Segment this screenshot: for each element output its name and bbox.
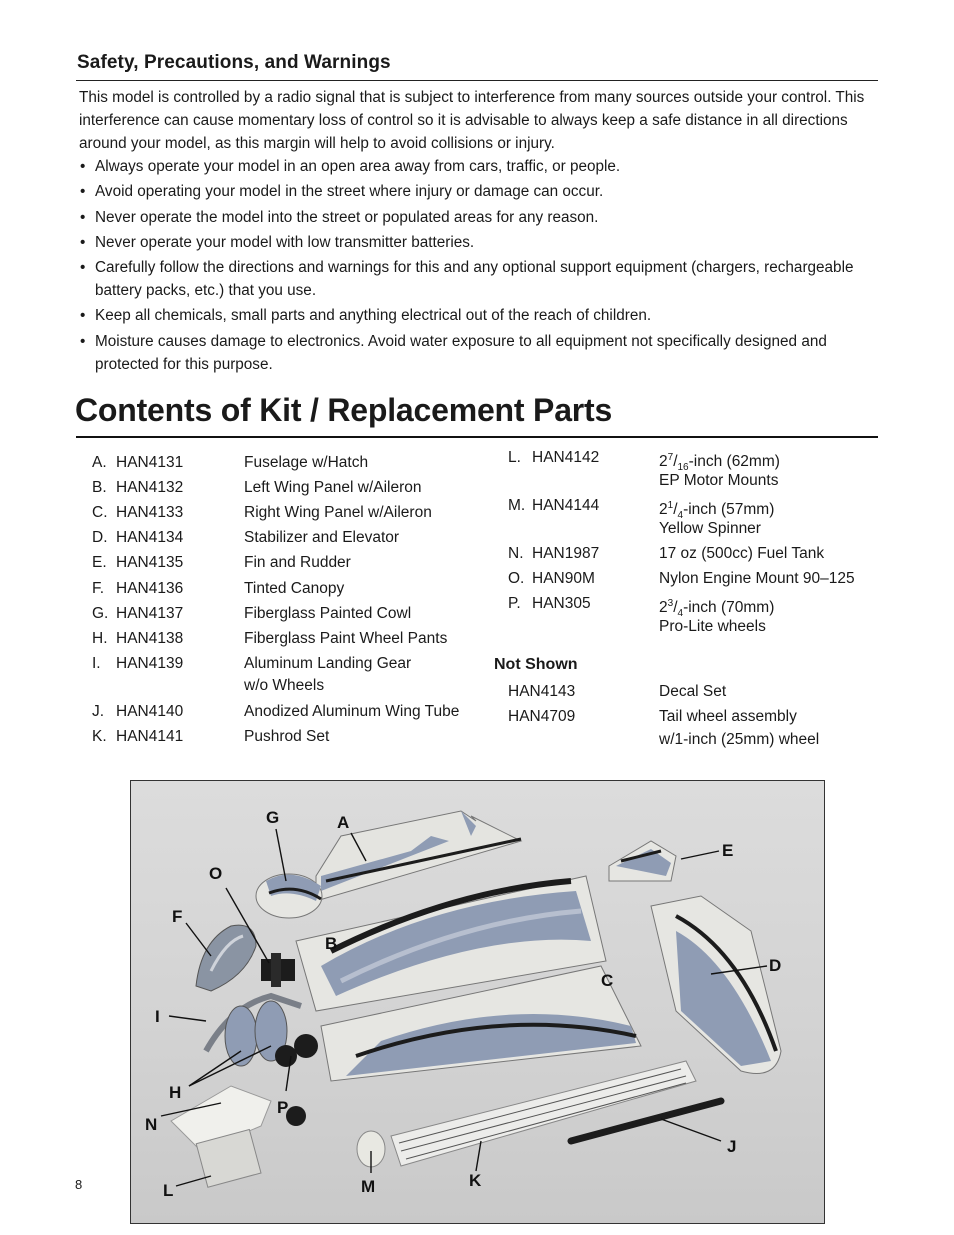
part-letter: A. [92, 454, 107, 471]
part-description: Tail wheel assembly [659, 708, 797, 725]
part-number: HAN4139 [116, 655, 184, 672]
part-number: HAN4709 [508, 708, 576, 725]
photo-label-f: F [172, 907, 183, 926]
photo-label-g: G [266, 808, 280, 827]
contents-heading: Contents of Kit / Replacement Parts [75, 392, 613, 428]
kit-parts-illustration [131, 781, 825, 1224]
kit-contents-photo [130, 780, 825, 1224]
photo-label-p: P [277, 1098, 289, 1117]
photo-label-a: A [337, 813, 350, 832]
part-description-line2: Pro-Lite wheels [659, 618, 766, 635]
part-description-line2: w/o Wheels [244, 677, 325, 694]
stabilizer-part [651, 896, 781, 1074]
part-description: Right Wing Panel w/Aileron [244, 504, 432, 521]
part-number: HAN4137 [116, 605, 184, 622]
part-description: Stabilizer and Elevator [244, 529, 400, 546]
part-letter: H. [92, 630, 108, 647]
canopy-part [196, 925, 256, 991]
cowl-part [256, 874, 322, 918]
part-letter: F. [92, 580, 105, 597]
safety-bullet: • Moisture causes damage to electronics. Avoid water exposure to all equipment not specifically designed and protected for this purpose. [79, 330, 879, 376]
part-letter: M. [508, 497, 526, 514]
not-shown-heading: Not Shown [494, 656, 578, 673]
part-description-line2: Yellow Spinner [659, 520, 761, 537]
safety-bullet: • Avoid operating your model in the street where injury or damage can occur. [79, 180, 879, 203]
fraction-numerator: 7 [667, 452, 674, 463]
part-description: Anodized Aluminum Wing Tube [244, 703, 460, 720]
part-description: Left Wing Panel w/Aileron [244, 479, 422, 496]
part-letter: J. [92, 703, 105, 720]
part-number: HAN4138 [116, 630, 184, 647]
part-number: HAN4135 [116, 554, 184, 571]
fraction-denominator: 4 [677, 510, 684, 521]
part-description: Fuselage w/Hatch [244, 454, 369, 471]
photo-label-n: N [145, 1115, 158, 1134]
pushrod-set-part [391, 1061, 696, 1166]
photo-label-k: K [469, 1171, 482, 1190]
page-number: 8 [75, 1177, 83, 1192]
part-description-line2: w/1-inch (25mm) wheel [659, 731, 820, 748]
safety-bullet: • Keep all chemicals, small parts and anything electrical out of the reach of children. [79, 304, 879, 327]
photo-label-e: E [722, 841, 734, 860]
fraction-numerator: 1 [667, 500, 674, 511]
fraction-whole: 2 [659, 599, 668, 616]
photo-label-h: H [169, 1083, 182, 1102]
part-letter: G. [92, 605, 109, 622]
part-description: Tinted Canopy [244, 580, 345, 597]
part-description: Fiberglass Paint Wheel Pants [244, 630, 448, 647]
part-number: HAN4144 [532, 497, 600, 514]
photo-label-i: I [155, 1007, 160, 1026]
part-letter: E. [92, 554, 107, 571]
part-description: Nylon Engine Mount 90–125 [659, 570, 855, 587]
part-description: -inch (70mm) [683, 599, 775, 616]
part-number: HAN4136 [116, 580, 184, 597]
photo-label-b: B [325, 934, 338, 953]
part-description: -inch (57mm) [683, 501, 775, 518]
safety-bullet: • Never operate the model into the street or populated areas for any reason. [79, 206, 879, 229]
fraction-whole: 2 [659, 501, 668, 518]
part-number: HAN4133 [116, 504, 184, 521]
part-letter: C. [92, 504, 108, 521]
photo-label-d: D [769, 956, 782, 975]
safety-intro: This model is controlled by a radio signal that is subject to interference from many sources outside your control. This interference can cause momentary loss of control so it is advisable to always keep a safe distance in all directions around your model, as this margin will help to avoid collisions or injury. [79, 89, 865, 152]
part-description: 17 oz (500cc) Fuel Tank [659, 545, 825, 562]
part-description: Aluminum Landing Gear [244, 655, 412, 672]
fraction-denominator: 16 [677, 462, 689, 473]
part-description-line2: EP Motor Mounts [659, 472, 779, 489]
part-number: HAN4142 [532, 449, 600, 466]
part-letter: N. [508, 545, 524, 562]
part-number: HAN4141 [116, 728, 184, 745]
part-number: HAN4140 [116, 703, 184, 720]
part-letter: D. [92, 529, 108, 546]
part-letter: B. [92, 479, 107, 496]
part-number: HAN4143 [508, 683, 576, 700]
safety-bullet: • Carefully follow the directions and warnings for this and any optional support equipment (chargers, rechargeable battery packs, etc.) that you use. [79, 256, 879, 302]
part-letter: P. [508, 595, 521, 612]
fraction-whole: 2 [659, 453, 668, 470]
part-letter: K. [92, 728, 107, 745]
parts-list-left: A. HAN4131 Fuselage w/Hatch B. HAN4132 Left Wing Panel w/Aileron C. HAN4133 Right Wing Panel w/Aileron D. HAN4134 Stabilizer and Elevator E. HAN4135 Fin and Rudder F. HAN4136 Tinted Canopy G. HAN4137 Fiberglass Painted Cowl H. HAN4138 Fiberglass Paint Wheel Pants I. HAN4139 Aluminum Landing Gear w/o Wheels J. HAN4140 Anodized Aluminum Wing Tube K. HAN4141 Pushrod Set L. HAN4142 $2^7/_{16}$-inch (62mm) EP Motor Mounts M. HAN4144 $2^1/_4$-inch (57mm) Yellow Spinner N. HAN1987 17 oz (500cc) Fuel Tank O. HAN90M Nylon Engine Mount 90–125 P. HAN305 $2^3/_4$-inch (70mm) Pro-Lite wheels Not Shown HAN4143 Decal Set HAN4709 Tail wheel assembly w/1-inch (25mm) wheel [0, 0, 954, 760]
part-number: HAN4131 [116, 454, 184, 471]
part-description: Fin and Rudder [244, 554, 351, 571]
safety-bullet: • Never operate your model with low transmitter batteries. [79, 231, 879, 254]
part-letter: I. [92, 655, 101, 672]
part-description: Fiberglass Painted Cowl [244, 605, 412, 622]
part-description: Decal Set [659, 683, 727, 700]
fraction-denominator: 4 [677, 608, 684, 619]
safety-bullet: • Always operate your model in an open area away from cars, traffic, or people. [79, 155, 879, 178]
part-number: HAN1987 [532, 545, 600, 562]
photo-label-j: J [727, 1137, 737, 1156]
part-letter: L. [508, 449, 521, 466]
fin-rudder-part [609, 841, 676, 881]
part-number: HAN4132 [116, 479, 184, 496]
photo-label-o: O [209, 864, 223, 883]
photo-label-m: M [361, 1177, 376, 1196]
part-description: -inch (62mm) [688, 453, 780, 470]
safety-heading: Safety, Precautions, and Warnings [77, 52, 391, 73]
part-number: HAN4134 [116, 529, 184, 546]
photo-label-c: C [601, 971, 614, 990]
part-number: HAN90M [532, 570, 595, 587]
fraction-numerator: 3 [667, 598, 674, 609]
photo-label-l: L [163, 1181, 174, 1200]
part-number: HAN305 [532, 595, 591, 612]
part-description: Pushrod Set [244, 728, 330, 745]
part-letter: O. [508, 570, 525, 587]
